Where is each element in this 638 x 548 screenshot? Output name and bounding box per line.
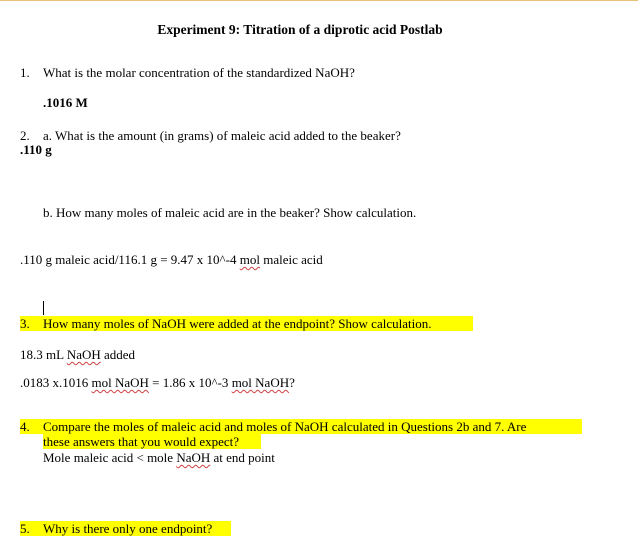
question-2b-answer[interactable] <box>20 252 323 267</box>
question-5-text: Why is there only one endpoint? <box>43 521 213 536</box>
question-4-text-line-2: these answers that you would expect? <box>43 434 240 449</box>
question-2-number: 2. <box>20 128 30 143</box>
spellcheck-word: mol NaOH <box>91 375 149 390</box>
spellcheck-word: mol <box>239 252 260 267</box>
answer-segment: at end point <box>210 450 275 465</box>
question-1-answer[interactable]: .1016 M <box>43 95 88 110</box>
question-4-number: 4. <box>20 419 30 434</box>
question-3-answer-line-1[interactable] <box>20 347 135 362</box>
question-4-answer[interactable] <box>43 450 275 465</box>
answer-segment: Mole maleic acid < mole <box>43 450 177 465</box>
answer-segment: maleic acid <box>259 252 323 267</box>
spellcheck-word: NaOH <box>176 450 211 465</box>
answer-segment: .110 g maleic acid/116.1 g = 9.47 x 10^-4 <box>20 252 240 267</box>
spellcheck-word: NaOH <box>66 347 101 362</box>
answer-segment: 18.3 mL <box>20 347 67 362</box>
answer-segment: .0183 x.1016 <box>20 375 92 390</box>
answer-segment: added <box>100 347 136 362</box>
page-title: Experiment 9: Titration of a diprotic acid Postlab <box>157 22 443 37</box>
question-3-answer-line-2[interactable] <box>20 375 295 390</box>
spellcheck-word: mol NaOH <box>231 375 290 390</box>
question-2b-text: b. How many moles of maleic acid are in the beaker? Show calculation. <box>43 205 417 220</box>
text-cursor <box>43 301 44 315</box>
answer-segment: = 1.86 x 10^-3 <box>148 375 232 390</box>
question-1-number: 1. <box>20 65 30 80</box>
question-4-text-line-1: Compare the moles of maleic acid and moles of NaOH calculated in Questions 2b and 7. Are <box>43 419 527 434</box>
question-2a-answer[interactable]: .110 g <box>20 142 52 157</box>
answer-segment: ? <box>289 375 295 390</box>
question-3-number: 3. <box>20 316 30 331</box>
question-2a-text: a. What is the amount (in grams) of maleic acid added to the beaker? <box>43 128 401 143</box>
question-5-number: 5. <box>20 521 30 536</box>
question-3-text: How many moles of NaOH were added at the endpoint? Show calculation. <box>43 316 432 331</box>
question-1-text: What is the molar concentration of the standardized NaOH? <box>43 65 355 80</box>
